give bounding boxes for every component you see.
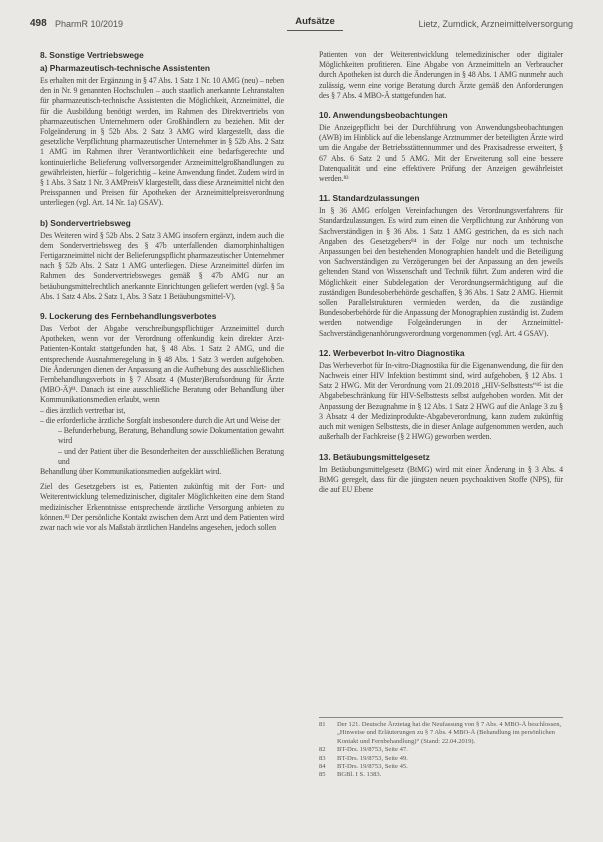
footnote: 81 Der 121. Deutsche Ärztetag hat die Neufassung von § 7 Abs. 4 MBO-Ä beschlossen, „Hinweise und Erläuterungen zu § 7 Abs. 4 MBO-Ä (Behandlung im persönlichen Kontakt und Fernbehandlung)“ (Stand: 22.04.2019).: [319, 721, 562, 745]
footnote: 83 BT-Drs. 19/8753, Seite 49.: [319, 754, 408, 762]
footnote: 85 BGBl. I S. 1383.: [319, 771, 382, 779]
section-title: Aufsätze: [287, 16, 343, 31]
footnotes: [319, 717, 563, 780]
page-number: 498: [30, 18, 47, 29]
list-item: – dies ärztlich vertretbar ist,: [40, 405, 126, 415]
paragraph-13: Im Betäubungsmittelgesetz (BtMG) wird mit einer Änderung in § 3 Abs. 4 BtMG geregelt, dass für die jüngsten neuen psychoaktiven Stoffe (NPS), für die auf EU Ebene: [319, 464, 563, 494]
heading-8b: b) Sondervertriebsweg: [40, 217, 131, 228]
list-item: – und der Patient über die Besonderheiten der ausschließlichen Beratung und: [58, 446, 284, 466]
paragraph-11: In § 36 AMG erfolgen Vereinfachungen des Verordnungsverfahrens für Standardzulassungen. Es wird zum einen die Verpflichtung zur Anhörung von Sachverständigen in § 36 Abs. 1 Satz 1 AMG gestrichen, da es sich nach Angaben des Gesetzgebers⁸⁴ in der Folge nur noch um technische Anpassungen bei den bestehenden Monographien handelt und die Beteiligung von Sachverständigen zu Verzögerungen bei der Anpassung an den jeweils geltenden Stand von Wissenschaft und Technik führt. Zum anderen wird die Möglichkeit einer Subdelegation der Verordnungsermächtigung auf die zuständigen Bundesoberbehörde geschaffen, § 36 Abs. 1 Satz 2 AMG. Hiermit sollen Parallelstrukturen vermieden werden, da die zuständige Bundesoberbehörde für die Anpassung der Monographien zuständig ist. Zudem werden notwendige Folgeänderungen in der Arzneimittel-Sachverständigenanhörungsverordnung vorgenommen (vgl. Art. 4 GSAV).: [319, 206, 563, 338]
heading-11: 11. Standardzulassungen: [319, 193, 420, 204]
paragraph-8a: Es erhalten mit der Ergänzung in § 47 Abs. 1 Satz 1 Nr. 10 AMG (neu) – neben den in Nr. 9 genannten Hochschulen – auch staatlich anerkannte Lehranstalten für pharmazeutisch-technische Assistenten die Möglichkeit, Arzneimittel, die für die Ausbildung benötigt werden, im Rahmen des Direktvertriebs von pharmazeutischen Unternehmern oder Großhändlern zu beziehen. Mit der Folgeänderung in § 52b Abs. 2 Satz 3 AMG wird klargestellt, dass die gesetzliche Verpflichtung pharmazeutischer Unternehmer in § 52b Abs. 2 Satz 1 AMG im Rahmen ihrer Verantwortlichkeit eine bedarfsgerechte und kontinuierliche Belieferung vollversorgender Arzneimittelgroßhandlungen zu gewährleisten, hierfür – folgerichtig – keine Anwendung findet. Zudem wird in § 1 Abs. 3 Satz 1 Nr. 3 AMPreisV klargestellt, dass diese Arzneimittel nicht den Preisspannen und Preisen für Apotheken der Arzneimittelpreisverordnung unterliegen (vgl. Art. 14 Nr. 1a) GSAV).: [40, 76, 284, 208]
right-column: [319, 50, 563, 495]
paragraph-9b: Ziel des Gesetzgebers ist es, Patienten zukünftig mit der Fort- und Weiterentwicklung telemedizinischer, digitaler Möglichkeiten eine dem Stand medizinischer Erkenntnisse entsprechende ärztliche Versorgung anbieten zu können.⁸² Der persönliche Kontakt zwischen dem Arzt und dem Patienten wird zwar nach wie vor als Maßstab ärztlichen Handelns angesehen, jedoch sollen: [40, 482, 284, 532]
heading-8: 8. Sonstige Vertriebswege: [40, 50, 144, 60]
footnote: 82 BT-Drs. 19/8753, Seite 47.: [319, 746, 408, 754]
paragraph-9: Das Verbot der Abgabe verschreibungspflichtiger Arzneimittel durch Apotheken, wenn vor der Verordnung offenkundig kein direkter Arzt-Patienten-Kontakt stattgefunden hat, § 48 Abs. 1 Satz 2 AMG, und die entsprechende Ausnahmeregelung in § 48 Abs. 1 Satz 3 werden aufgehoben. Die Änderungen dienen der Anpassung an die Aufhebung des ausschließlichen Fernbehandlungsverbots in § 7 Absatz 4 (Muster)Berufsordnung für Ärzte (MBO-Ä)⁸¹. Danach ist eine ausschließliche Beratung oder Behandlung über Kommunikationsmedien erlaubt, wenn: [40, 324, 284, 405]
heading-8a: a) Pharmazeutisch-technische Assistenten: [40, 63, 211, 73]
paragraph-10: Die Anzeigepflicht bei der Durchführung von Anwendungsbeobachtungen (AWB) im Hinblick auf die lebenslange Arztnummer der beteiligten Ärzte wird um die Angabe der Betriebsstättennummer und des Praxisadresse erweitert, § 67 Abs. 6 Satz 2 und 5 AMG. Mit der Erweiterung soll eine bessere Datenqualität und eine effektivere Prüfung der Anzeigen gewährleistet werden.⁸³: [319, 123, 563, 184]
heading-13: 13. Betäubungsmittelgesetz: [319, 451, 430, 462]
footnote: 84 BT-Drs. 19/8753, Seite 45.: [319, 763, 408, 771]
heading-12: 12. Werbeverbot In-vitro Diagnostika: [319, 347, 465, 358]
journal-name: PharmR 10/2019: [55, 19, 124, 29]
list-item: – Befunderhebung, Beratung, Behandlung sowie Dokumentation gewahrt wird: [58, 426, 284, 446]
left-column: [40, 50, 284, 533]
paragraph-12: Das Werbeverbot für In-vitro-Diagnostika für die Eigenanwendung, die für den Nachweis einer HIV Infektion bestimmt sind, wird aufgehoben, § 12 Abs. 1 Satz 2 HWG. Mit der Verordnung vom 21.09.2018 „HIV-Selbsttests“⁸⁵ ist die Abgabebeschränkung für HIV-Selbsttests selbst aufgehoben worden. Mit der Anpassung der Bezugnahme in § 12 Abs. 1 Satz 2 HWG auf die Anlage 3 zu § 3 Absatz 4 der Medizinprodukte-Abgabeverordnung, kann zudem zukünftig auch mit wenigen Selbsttests, die in dieser Anlage aufgenommen werden, auch außerhalb der Fachkreise (§ 2 HWG) geworben werden.: [319, 360, 563, 442]
page-header: [30, 14, 573, 36]
running-head-authors: Lietz, Zumdick, Arzneimittelversorgung: [418, 19, 573, 29]
heading-9: 9. Lockerung des Fernbehandlungsverbotes: [40, 311, 217, 322]
list-item: Behandlung über Kommunikationsmedien aufgeklärt wird.: [40, 466, 222, 476]
paragraph-continued: Patienten von der Weiterentwicklung telemedizinischer oder digitaler Möglichkeiten profitieren. Eine Abgabe von Arzneimitteln an Verbraucher durch Apotheken ist durch die Änderungen in § 48 Abs. 1 AMG nunmehr auch zulässig, wenn eine vorige Beratung durch Ärzte gemäß den Anforderungen des § 7 Abs. 4 MBO-Ä stattgefunden hat.: [319, 50, 563, 100]
heading-10: 10. Anwendungsbeobachtungen: [319, 110, 448, 121]
paragraph-8b: Des Weiteren wird § 52b Abs. 2 Satz 3 AMG insofern ergänzt, indem auch die dem Sondervertriebsweg des § 47b unterfallenden diamorphinhaltigen Fertigarzneimittel nicht der Belieferungspflicht pharmazeutischer Unternehmer nach § 52b Abs. 2 Satz 1 AMG unterliegen. Diese Arzneimittel dürfen im Rahmen des Sondervertriebsweges gemäß § 47b AMG nur an betäubungsmittelrechtlich anerkannte Einrichtungen geliefert werden (vgl. § 5a Abs. 1 Satz 4 Abs. 2 Satz 1, Abs. 3 Satz 1 Betäubungsmittel-V).: [40, 230, 284, 301]
list-item: – die erforderliche ärztliche Sorgfalt insbesondere durch die Art und Weise der: [40, 415, 281, 425]
